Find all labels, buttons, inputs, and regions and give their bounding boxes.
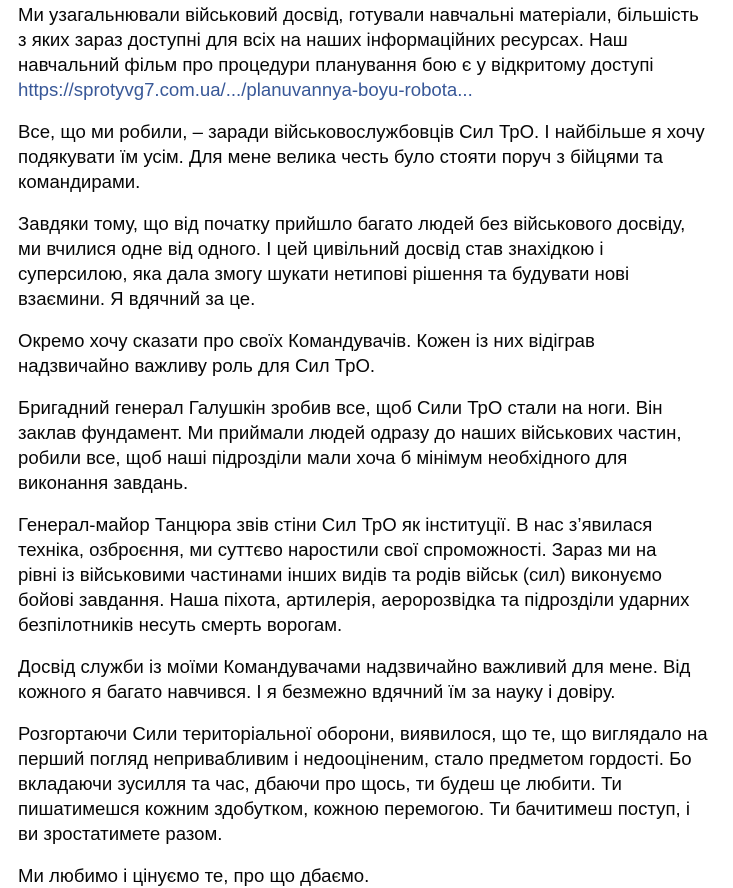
text-line: перший погляд непривабливим і недооціненим, стало предметом гордості. Бо (18, 748, 692, 769)
text-line: Ми узагальнювали військовий досвід, готували навчальні матеріали, більшість (18, 4, 699, 25)
text-line: Розгортаючи Сили територіальної оборони, виявилося, що те, що виглядало на (18, 723, 708, 744)
text-line: Генерал-майор Танцюра звів стіни Сил ТрО як інституції. В нас з’явилася (18, 514, 653, 535)
post-paragraph-9 (18, 863, 718, 888)
text-line: бойові завдання. Наша піхота, артилерія, аеророзвідка та підрозділи ударних (18, 589, 690, 610)
text-line: кожного я багато навчився. І я безмежно вдячний їм за науку і довіру. (18, 681, 616, 702)
post-paragraph-7 (18, 654, 718, 704)
text-line: ми вчилися одне від одного. І цей цивільний досвід став знахідкою і (18, 238, 604, 259)
text-line: заклав фундамент. Ми приймали людей одразу до наших військових частин, (18, 422, 682, 443)
text-line: вкладаючи зусилля та час, дбаючи про щось, ти будеш це любити. Ти (18, 773, 622, 794)
text-line: техніка, озброєння, ми суттєво наростили свої спроможності. Зараз ми на (18, 539, 657, 560)
text-line: надзвичайно важливу роль для Сил ТрО. (18, 355, 376, 376)
text-line: подякувати їм усім. Для мене велика честь було стояти поруч з бійцями та (18, 146, 663, 167)
text-line: суперсилою, яка дала змогу шукати нетипові рішення та будувати нові (18, 263, 630, 284)
post-paragraph-2 (18, 119, 718, 194)
text-line: Досвід служби із моїми Командувачами надзвичайно важливий для мене. Від (18, 656, 691, 677)
post-link[interactable]: https://sprotyvg7.com.ua/.../planuvannya-boyu-robota... (18, 79, 473, 100)
text-line: пишатимешся кожним здобутком, кожною перемогою. Ти бачитимеш поступ, і (18, 798, 690, 819)
post-paragraph-5 (18, 395, 718, 495)
text-line: рівні із військовими частинами інших видів та родів військ (сил) виконуємо (18, 564, 663, 585)
text-line: навчальний фільм про процедури планування бою є у відкритому доступі (18, 54, 654, 75)
text-line: командирами. (18, 171, 141, 192)
post-paragraph-3 (18, 211, 718, 311)
text-line: ви зростатимете разом. (18, 823, 223, 844)
text-line: виконання завдань. (18, 472, 189, 493)
text-line: Бригадний генерал Галушкін зробив все, щоб Сили ТрО стали на ноги. Він (18, 397, 663, 418)
text-line: Окремо хочу сказати про своїх Командувачів. Кожен із них відіграв (18, 330, 595, 351)
post-paragraph-6 (18, 512, 718, 637)
text-line: робили все, щоб наші підрозділи мали хоча б мінімум необхідного для (18, 447, 628, 468)
post-paragraph-1 (18, 2, 718, 102)
text-line: Завдяки тому, що від початку прийшло багато людей без військового досвіду, (18, 213, 686, 234)
text-line: безпілотників несуть смерть ворогам. (18, 614, 343, 635)
text-line: взаємини. Я вдячний за це. (18, 288, 256, 309)
text-line: Ми любимо і цінуємо те, про що дбаємо. (18, 865, 370, 886)
post-paragraph-8 (18, 721, 718, 846)
text-line: з яких зараз доступні для всіх на наших інформаційних ресурсах. Наш (18, 29, 628, 50)
text-line: Все, що ми робили, – заради військовослужбовців Сил ТрО. І найбільше я хочу (18, 121, 705, 142)
post-paragraph-4 (18, 328, 718, 378)
